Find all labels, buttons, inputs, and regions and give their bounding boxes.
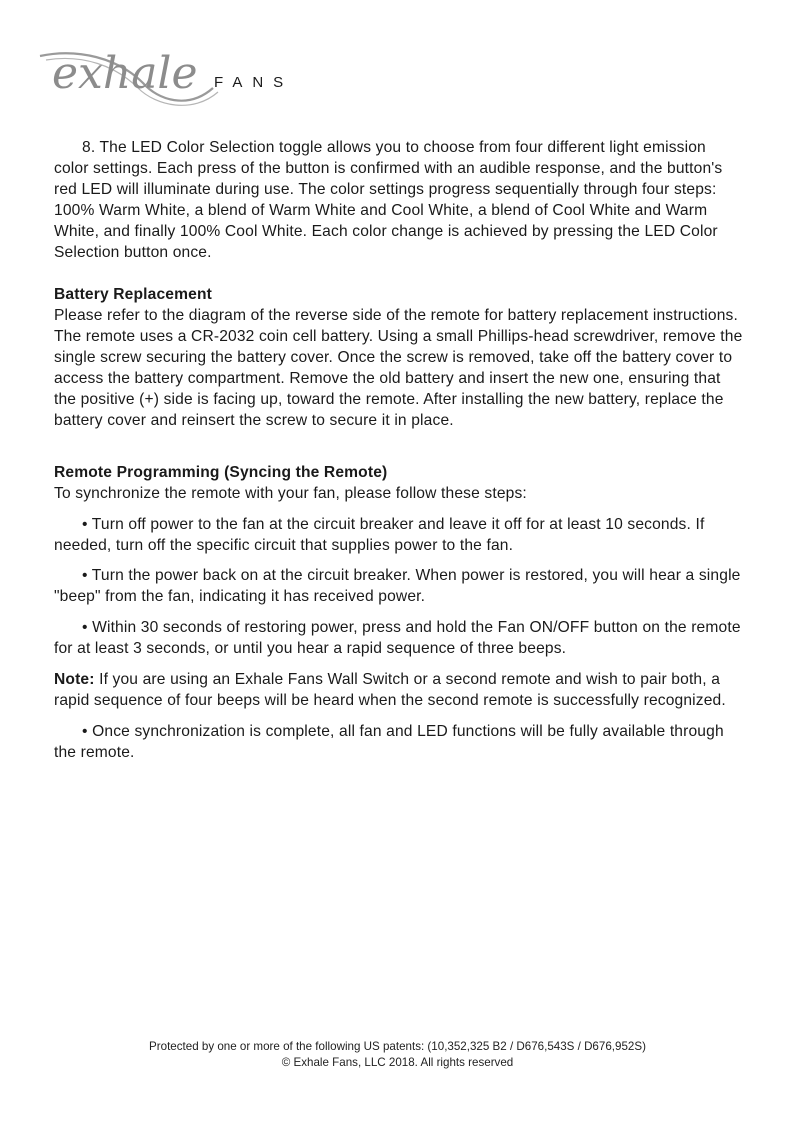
document-body	[54, 138, 744, 764]
copyright-notice: © Exhale Fans, LLC 2018. All rights reserved	[281, 1056, 514, 1069]
programming-final-step: • Once synchronization is complete, all fan and LED functions will be fully available through the remote.	[54, 722, 724, 761]
page-footer	[0, 1039, 795, 1071]
led-color-paragraph: 8. The LED Color Selection toggle allows you to choose from four different light emission color settings. Each press of the button is confirmed with an audible response, and the button's red LED will illuminate during use. The color settings progress sequentially through four steps: 100% Warm White, a blend of Warm White and Cool White, a blend of Cool White and Warm White, and finally 100% Cool White. Each color change is achieved by pressing the LED Color Selection button once.	[54, 139, 723, 261]
note-label: Note:	[54, 671, 95, 689]
battery-heading: Battery Replacement	[54, 286, 212, 304]
patents-notice: Protected by one or more of the following US patents: (10,352,325 B2 / D676,543S / D676,952S)	[149, 1040, 646, 1053]
programming-step-1: • Turn off power to the fan at the circuit breaker and leave it off for at least 10 seconds. If needed, turn off the specific circuit that supplies power to the fan.	[54, 515, 705, 554]
programming-intro: To synchronize the remote with your fan, please follow these steps:	[54, 484, 527, 502]
logo-swoosh-icon	[38, 38, 318, 118]
logo-fans-word: FANS	[214, 74, 294, 91]
programming-step-3: • Within 30 seconds of restoring power, press and hold the Fan ON/OFF button on the remote for at least 3 seconds, or until you hear a rapid sequence of three beeps.	[54, 619, 741, 658]
programming-heading: Remote Programming (Syncing the Remote)	[54, 463, 388, 481]
battery-paragraph: Please refer to the diagram of the reverse side of the remote for battery replacement instructions. The remote uses a CR-2032 coin cell battery. Using a small Phillips-head screwdriver, remove the single screw securing the battery cover. Once the screw is removed, take off the battery cover to access the battery compartment. Remove the old battery and insert the new one, ensuring that the positive (+) side is facing up, toward the remote. After installing the new battery, replace the battery cover and reinsert the screw to secure it in place.	[54, 307, 743, 429]
programming-note	[54, 670, 744, 712]
svg-text:exhale: exhale	[52, 48, 198, 99]
programming-step-2: • Turn the power back on at the circuit breaker. When power is restored, you will hear a single "beep" from the fan, indicating it has received power.	[54, 567, 741, 606]
exhale-fans-logo	[38, 38, 318, 118]
note-text: If you are using an Exhale Fans Wall Switch or a second remote and wish to pair both, a rapid sequence of four beeps will be heard when the second remote is successfully recognized.	[54, 671, 726, 709]
